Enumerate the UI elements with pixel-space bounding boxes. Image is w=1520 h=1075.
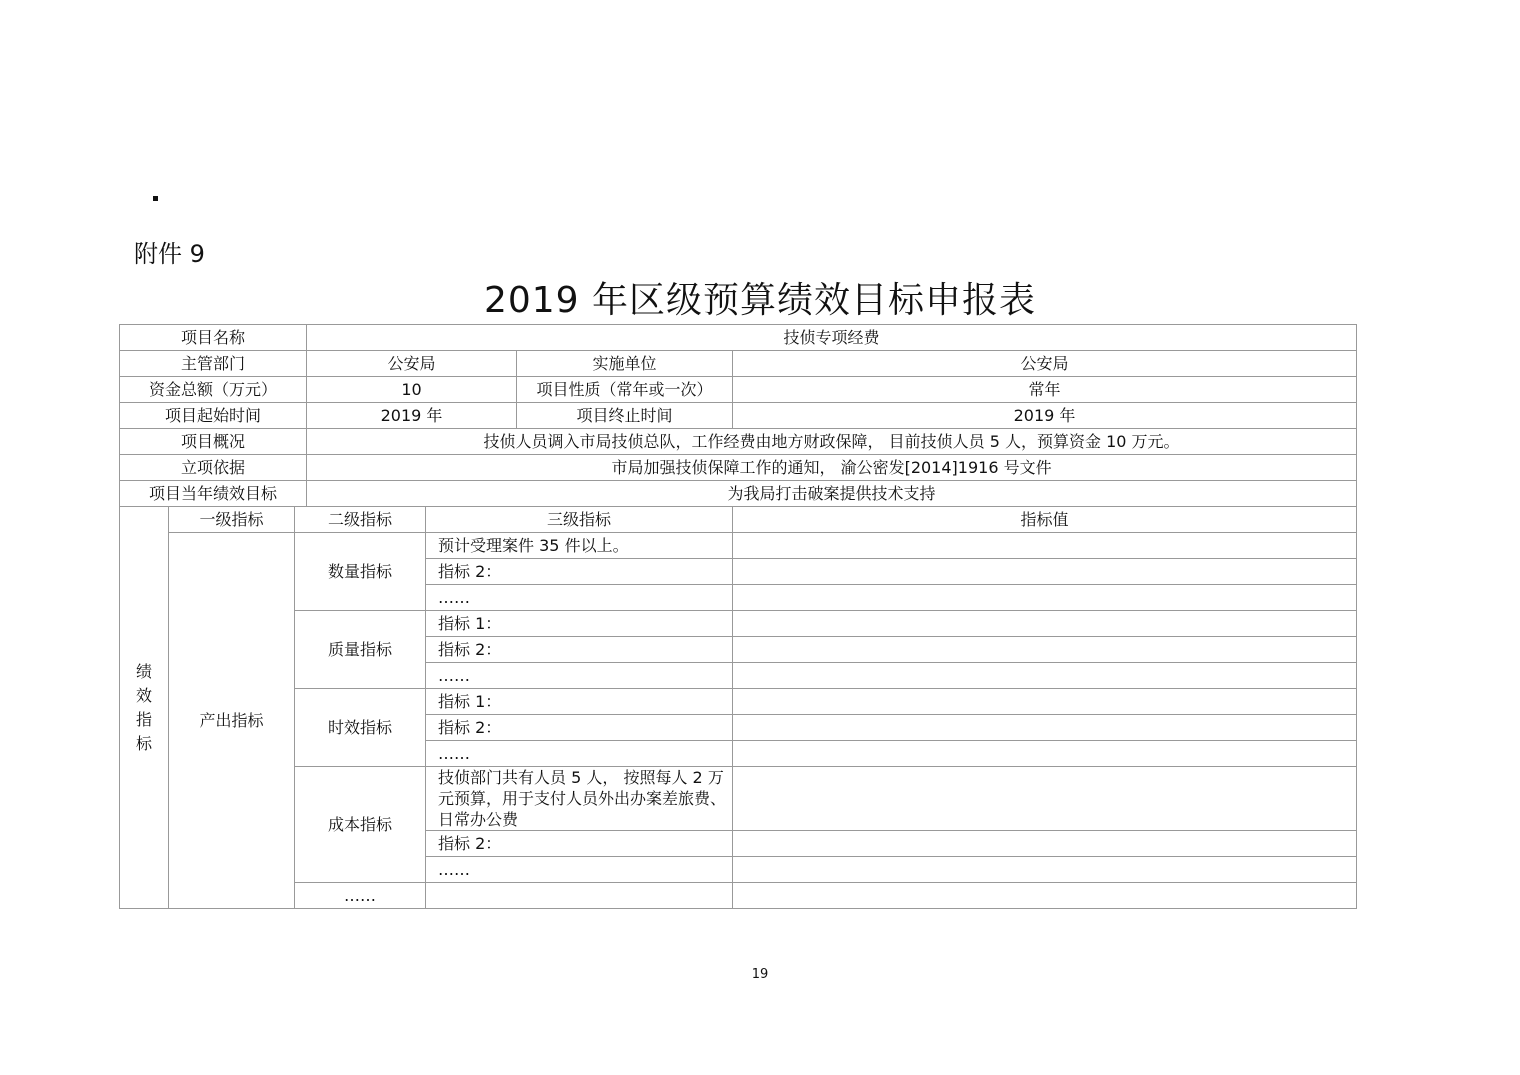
table-row [120,611,1357,637]
level1-output-indicator: 产出指标 [169,533,295,909]
header-level3: 三级指标 [426,507,733,533]
indicator-value-cell [733,767,1357,831]
basis-label: 立项依据 [120,455,307,481]
row-department [120,351,1357,377]
level3-cell: 指标 1： [426,611,733,637]
end-label: 项目终止时间 [517,403,733,429]
level2-cost: 成本指标 [295,767,426,883]
total-funds-value: 10 [307,377,517,403]
level3-cell [426,883,733,909]
table-row [120,883,1357,909]
perf-header-row [120,507,1357,533]
basis-value: 市局加强技侦保障工作的通知， 渝公密发[2014]1916 号文件 [307,455,1357,481]
indicator-value-cell [733,689,1357,715]
indicator-value-cell [733,857,1357,883]
header-level2: 二级指标 [295,507,426,533]
level3-cell: 指标 2： [426,831,733,857]
row-goal [120,481,1357,507]
overview-label: 项目概况 [120,429,307,455]
start-label: 项目起始时间 [120,403,307,429]
indicator-value-cell [733,883,1357,909]
level3-cell: …… [426,857,733,883]
total-funds-label: 资金总额（万元） [120,377,307,403]
level2-quantity: 数量指标 [295,533,426,611]
perf-side-label: 绩效指标 [120,507,169,909]
bullet-dot [153,196,158,201]
project-name-value: 技侦专项经费 [307,325,1357,351]
nature-label: 项目性质（常年或一次） [517,377,733,403]
indicator-value-cell [733,715,1357,741]
level3-cell: …… [426,585,733,611]
impl-unit-label: 实施单位 [517,351,733,377]
level2-more: …… [295,883,426,909]
indicator-value-cell [733,637,1357,663]
row-period [120,403,1357,429]
impl-unit-value: 公安局 [733,351,1357,377]
level3-cell: 指标 2： [426,637,733,663]
level2-timeliness: 时效指标 [295,689,426,767]
level3-cell: 指标 2： [426,559,733,585]
level3-cell: 指标 2： [426,715,733,741]
row-funds [120,377,1357,403]
indicator-value-cell [733,585,1357,611]
project-name-label: 项目名称 [120,325,307,351]
level3-cell: 指标 1： [426,689,733,715]
goal-label: 项目当年绩效目标 [120,481,307,507]
level3-cell: …… [426,741,733,767]
dept-label: 主管部门 [120,351,307,377]
dept-value: 公安局 [307,351,517,377]
budget-performance-table [119,324,1357,909]
level2-quality: 质量指标 [295,611,426,689]
header-value: 指标值 [733,507,1357,533]
page-title: 2019 年区级预算绩效目标申报表 [483,280,1037,321]
level3-cell: 预计受理案件 35 件以上。 [426,533,733,559]
level3-cell: …… [426,663,733,689]
row-basis [120,455,1357,481]
end-value: 2019 年 [733,403,1357,429]
start-value: 2019 年 [307,403,517,429]
overview-value: 技侦人员调入市局技侦总队，工作经费由地方财政保障， 目前技侦人员 5 人，预算资金 10 万元。 [307,429,1357,455]
goal-value: 为我局打击破案提供技术支持 [307,481,1357,507]
table-row [120,767,1357,831]
indicator-value-cell [733,663,1357,689]
row-overview [120,429,1357,455]
indicator-value-cell [733,741,1357,767]
level3-cell: 技侦部门共有人员 5 人， 按照每人 2 万元预算，用于支付人员外出办案差旅费、日常办公费 [426,767,733,831]
page-number: 19 [751,967,769,982]
table-row [120,689,1357,715]
table-row [120,533,1357,559]
indicator-value-cell [733,611,1357,637]
indicator-value-cell [733,559,1357,585]
header-level1: 一级指标 [169,507,295,533]
attachment-label: 附件 9 [134,240,205,268]
nature-value: 常年 [733,377,1357,403]
indicator-value-cell [733,533,1357,559]
row-project-name [120,325,1357,351]
indicator-value-cell [733,831,1357,857]
